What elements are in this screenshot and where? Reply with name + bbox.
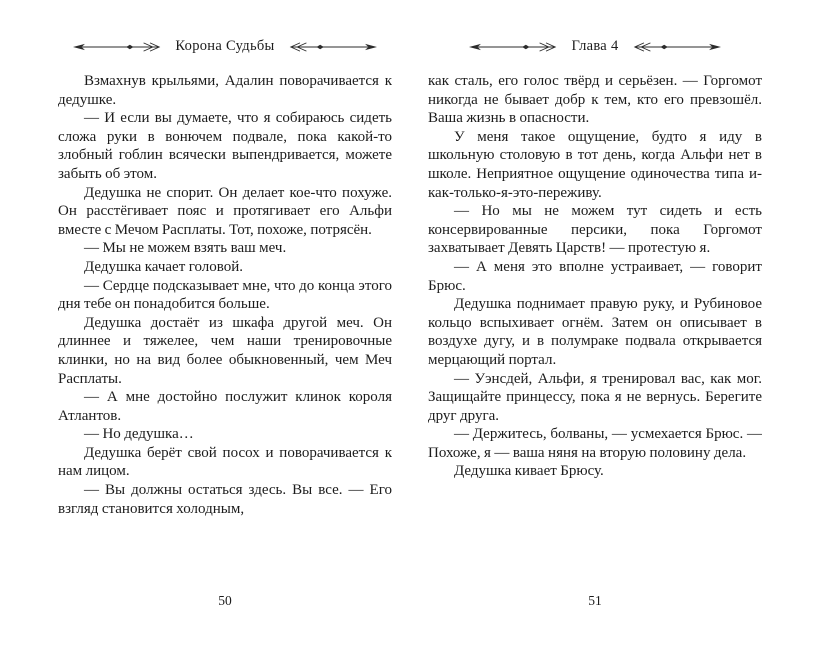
paragraph: — А меня это вполне устраивает, — говорит Брюс. xyxy=(428,258,762,294)
left-page-header xyxy=(58,38,392,55)
paragraph: как сталь, его голос твёрд и серьёзен. — Горгомот никогда не бывает добр к тем, кто его превзошёл. Ваша жизнь в опасности. xyxy=(428,73,762,127)
page-number: 50 xyxy=(218,593,232,608)
paragraph: — Мы не можем взять ваш меч. xyxy=(84,240,287,257)
chapter-title: Глава 4 xyxy=(571,38,619,54)
paragraph: Дедушка не спорит. Он делает кое-что похуже. Он расстёгивает пояс и протягивает его Альфи вместе с Мечом Расплаты. Тот, похоже, потрясён. xyxy=(58,184,392,238)
arrow-ornament-icon xyxy=(469,41,557,53)
paragraph: — Но мы не можем тут сидеть и есть консервированные персики, пока Горгомот захватывает Девять Царств! — протестую я. xyxy=(428,203,762,257)
right-page xyxy=(428,38,762,656)
paragraph: Дедушка берёт свой посох и поворачивается к нам лицом. xyxy=(58,444,392,480)
paragraph: — Вы должны остаться здесь. Вы все. — Его взгляд становится холодным, xyxy=(58,482,392,517)
paragraph: Дедушка достаёт из шкафа другой меч. Он длиннее и тяжелее, чем наши тренировочные клинки, но на вид более обыкновенный, чем Меч Расплаты. xyxy=(58,314,392,387)
paragraph: У меня такое ощущение, будто я иду в школьную столовую в тот день, когда Альфи нет в школе. Неприятное ощущение одиночества типа и-как-только-я-это-переживу. xyxy=(428,128,762,201)
paragraph: — А мне достойно послужит клинок короля Атлантов. xyxy=(58,389,392,424)
arrow-ornament-icon xyxy=(633,41,721,53)
right-page-header xyxy=(428,38,762,55)
paragraph: — И если вы думаете, что я собираюсь сидеть сложа руки в вонючем подвале, пока какой-то злобный гоблин всячески выпендривается, можете забыть об этом. xyxy=(58,110,392,182)
paragraph: — Но дедушка… xyxy=(84,426,194,443)
page-number: 51 xyxy=(588,593,602,608)
left-page xyxy=(58,38,392,656)
arrow-ornament-icon xyxy=(289,41,377,53)
paragraph: Дедушка качает головой. xyxy=(84,258,244,275)
paragraph: Взмахнув крыльями, Адалин поворачивается к дедушке. xyxy=(58,73,392,108)
paragraph: — Уэнсдей, Альфи, я тренировал вас, как мог. Защищайте принцессу, пока я не вернусь. Берегите друг друга. xyxy=(428,370,762,424)
paragraph: — Сердце подсказывает мне, что до конца этого дня тебе он понадобится больше. xyxy=(58,277,392,313)
left-page-text xyxy=(58,72,392,518)
running-title: Корона Судьбы xyxy=(175,38,275,54)
paragraph: Дедушка поднимает правую руку, и Рубиновое кольцо вспыхивает огнём. Затем он описывает в воздухе дугу, и в полумраке подвала открывается мерцающий портал. xyxy=(428,296,762,368)
paragraph: Дедушка кивает Брюсу. xyxy=(454,463,604,480)
right-page-text xyxy=(428,72,762,481)
arrow-ornament-icon xyxy=(73,41,161,53)
paragraph: — Держитесь, болваны, — усмехается Брюс. — Похоже, я — ваша няня на вторую половину дела. xyxy=(428,426,762,461)
